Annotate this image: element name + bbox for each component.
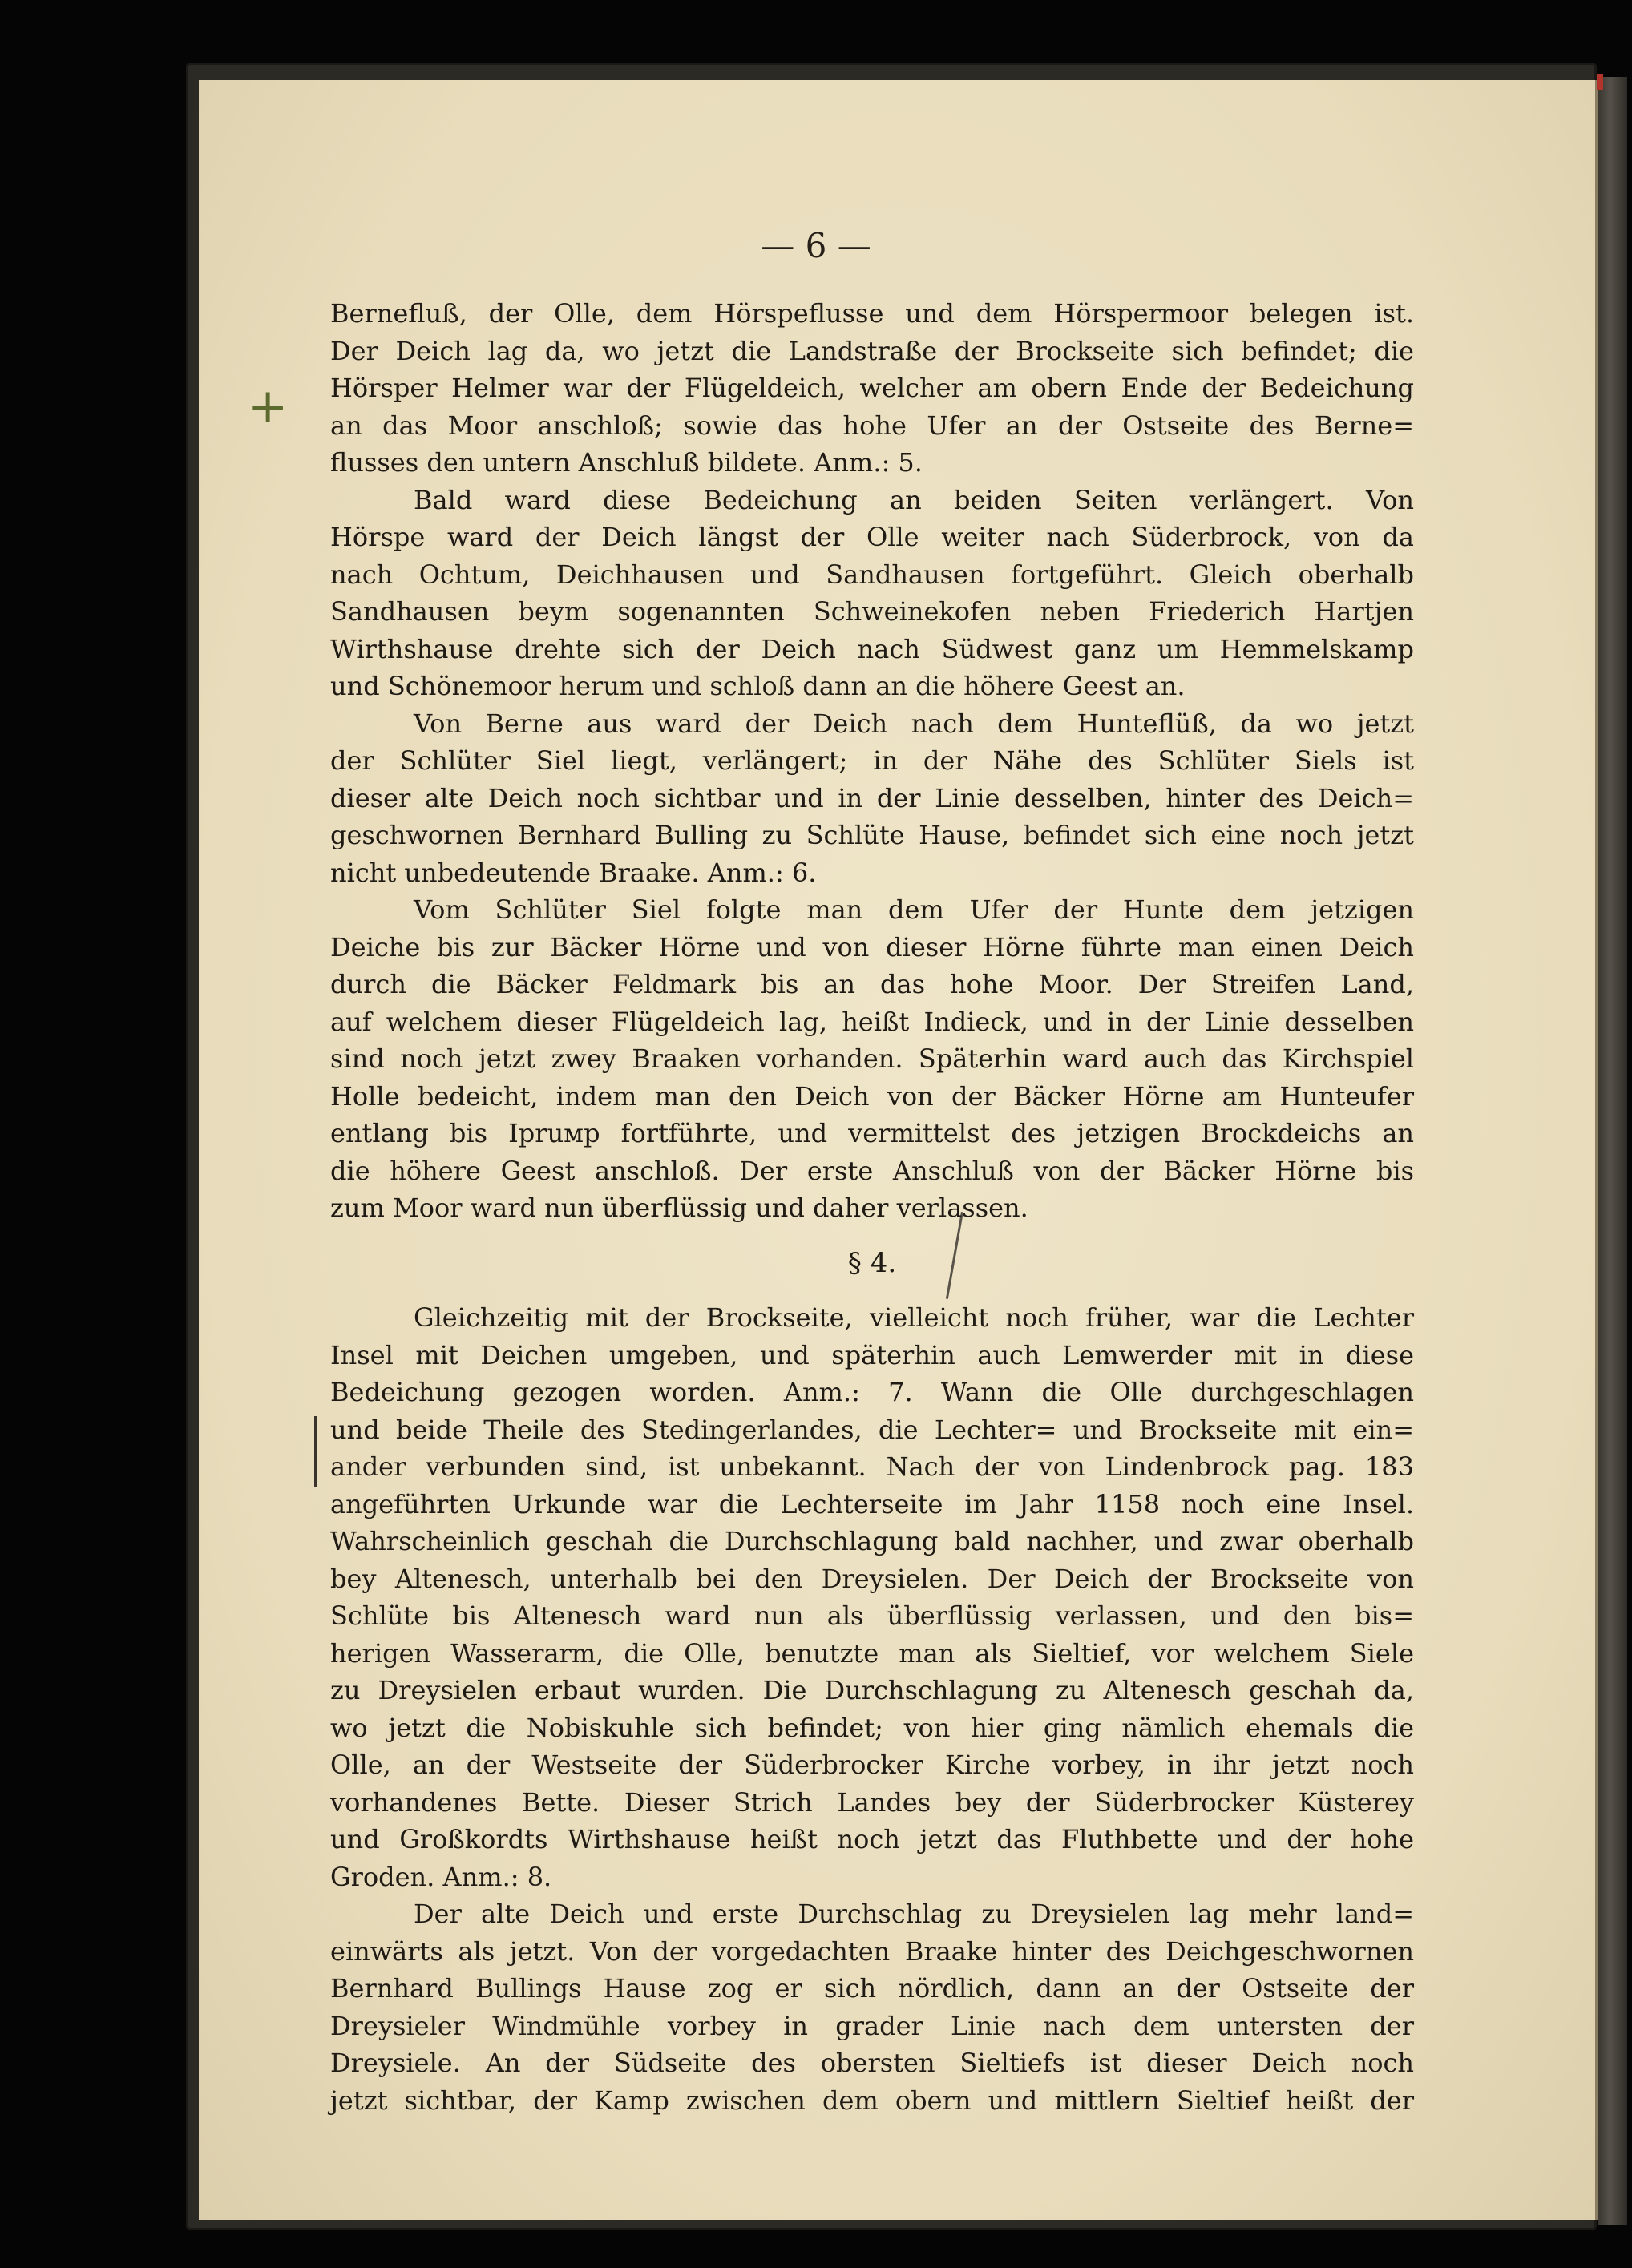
pencil-plus-mark: + xyxy=(248,378,289,434)
paragraphs-part-2 xyxy=(330,1299,1414,2119)
text-line: Groden. Anm.: 8. xyxy=(330,1861,552,1892)
page-number: — 6 — xyxy=(761,226,871,265)
text-line: sind noch jetzt zwey Braaken vorhanden. Späterhin ward auch das Kirchspiel xyxy=(330,1043,1414,1074)
text-line: Der alte Deich und erste Durchschlag zu Dreysielen lag mehr land= xyxy=(414,1899,1414,1929)
text-line: vorhandenes Bette. Dieser Strich Landes bey der Süderbrocker Küsterey xyxy=(330,1786,1414,1818)
text-line: wo jetzt die Nobiskuhle sich befindet; von hier ging nämlich ehemals die xyxy=(330,1712,1414,1743)
text-line: Dreysieler Windmühle vorbey in grader Linie nach dem untersten der xyxy=(330,2010,1414,2041)
text-line: Wirthshause drehte sich der Deich nach Südwest ganz um Hemmelskamp xyxy=(330,633,1414,664)
text-line: Der Deich lag da, wo jetzt die Landstraße der Brockseite sich befindet; die xyxy=(330,335,1414,366)
text-line: Hörspe ward der Deich längst der Olle weiter nach Süderbrock, von da xyxy=(330,522,1414,552)
text-line: an das Moor anschloß; sowie das hohe Ufer an der Ostseite des Berne= xyxy=(330,410,1414,441)
text-line: entlang bis Ipruмp fortführte, und vermittelst des jetzigen Brockdeichs an xyxy=(330,1118,1414,1148)
book-spine-edge xyxy=(1598,77,1627,2225)
text-line: nicht unbedeutende Braake. Anm.: 6. xyxy=(330,857,817,888)
text-line: ander verbunden sind, ist unbekannt. Nach der von Lindenbrock pag. 183 xyxy=(330,1451,1414,1482)
pencil-margin-bar xyxy=(314,1416,317,1487)
text-line: zum Moor ward nun überflüssig und daher verlassen. xyxy=(330,1193,1028,1223)
text-line: Bernefluß, der Olle, dem Hörspeflusse und dem Hörspermoor belegen ist. xyxy=(330,298,1414,329)
text-line: angeführten Urkunde war die Lechterseite im Jahr 1158 noch eine Insel. xyxy=(330,1488,1414,1519)
text-line: Von Berne aus ward der Deich nach dem Hunteflüß, da wo jetzt xyxy=(414,708,1414,739)
text-line: geschwornen Bernhard Bulling zu Schlüte Hause, befindet sich eine noch jetzt xyxy=(330,820,1414,850)
text-line: Schlüte bis Altenesch ward nun als überflüssig verlassen, und den bis= xyxy=(330,1600,1414,1631)
text-line: die höhere Geest anschloß. Der erste Anschluß von der Bäcker Hörne bis xyxy=(330,1155,1414,1186)
bookmark-ribbon xyxy=(1597,74,1603,90)
text-line: durch die Bäcker Feldmark bis an das hohe Moor. Der Streifen Land, xyxy=(330,969,1414,999)
text-line: flusses den untern Anschluß bildete. Anm.: 5. xyxy=(330,447,923,478)
text-line: einwärts als jetzt. Von der vorgedachten Braake hinter des Deichgeschwornen xyxy=(330,1935,1414,1967)
text-line: Sandhausen beym sogenannten Schweinekofen neben Friederich Hartjen xyxy=(330,596,1414,627)
text-line: Hörsper Helmer war der Flügeldeich, welcher am obern Ende der Bedeichung xyxy=(330,373,1414,403)
text-line: jetzt sichtbar, der Kamp zwischen dem obern und mittlern Sieltief heißt der xyxy=(330,2084,1414,2116)
text-line: Holle bedeicht, indem man den Deich von der Bäcker Hörne am Hunteufer xyxy=(330,1080,1414,1112)
paragraphs-part-1 xyxy=(330,295,1414,1227)
text-line: nach Ochtum, Deichhausen und Sandhausen fortgeführt. Gleich oberhalb xyxy=(330,559,1414,590)
text-line: Gleichzeitig mit der Brockseite, vielleicht noch früher, war die Lechter xyxy=(414,1302,1414,1333)
text-line: Deiche bis zur Bäcker Hörne und von dieser Hörne führte man einen Deich xyxy=(330,931,1414,962)
text-line: Bedeichung gezogen worden. Anm.: 7. Wann die Olle durchgeschlagen xyxy=(330,1377,1414,1407)
text-line: zu Dreysielen erbaut wurden. Die Durchschlagung zu Altenesch geschah da, xyxy=(330,1675,1414,1705)
text-line: bey Altenesch, unterhalb bei den Dreysielen. Der Deich der Brockseite von xyxy=(330,1563,1414,1594)
text-line: Vom Schlüter Siel folgte man dem Ufer der Hunte dem jetzigen xyxy=(414,894,1414,925)
text-line: herigen Wasserarm, die Olle, benutzte man als Sieltief, vor welchem Siele xyxy=(330,1637,1414,1669)
text-line: Wahrscheinlich geschah die Durchschlagung bald nachher, und zwar oberhalb xyxy=(330,1526,1414,1556)
body-text xyxy=(330,295,1414,2119)
text-line: dieser alte Deich noch sichtbar und in der Linie desselben, hinter des Deich= xyxy=(330,782,1414,813)
text-line: und Großkordts Wirthshause heißt noch jetzt das Fluthbette und der hohe xyxy=(330,1824,1414,1854)
text-line: auf welchem dieser Flügeldeich lag, heißt Indieck, und in der Linie desselben xyxy=(330,1006,1414,1037)
text-line: der Schlüter Siel liegt, verlängert; in der Nähe des Schlüter Siels ist xyxy=(330,745,1414,776)
text-line: Bernhard Bullings Hause zog er sich nördlich, dann an der Ostseite der xyxy=(330,1973,1414,2004)
section-heading: § 4. xyxy=(847,1246,897,1279)
text-line: und beide Theile des Stedingerlandes, die Lechter= und Brockseite mit ein= xyxy=(330,1414,1414,1445)
text-line: Dreysiele. An der Südseite des obersten Sieltiefs ist dieser Deich noch xyxy=(330,2048,1414,2078)
text-line: und Schönemoor herum und schloß dann an die höhere Geest an. xyxy=(330,671,1186,701)
text-line: Bald ward diese Bedeichung an beiden Seiten verlängert. Von xyxy=(414,484,1414,515)
text-line: Insel mit Deichen umgeben, und späterhin auch Lemwerder mit in diese xyxy=(330,1339,1414,1370)
text-line: Olle, an der Westseite der Süderbrocker Kirche vorbey, in ihr jetzt noch xyxy=(330,1749,1414,1780)
